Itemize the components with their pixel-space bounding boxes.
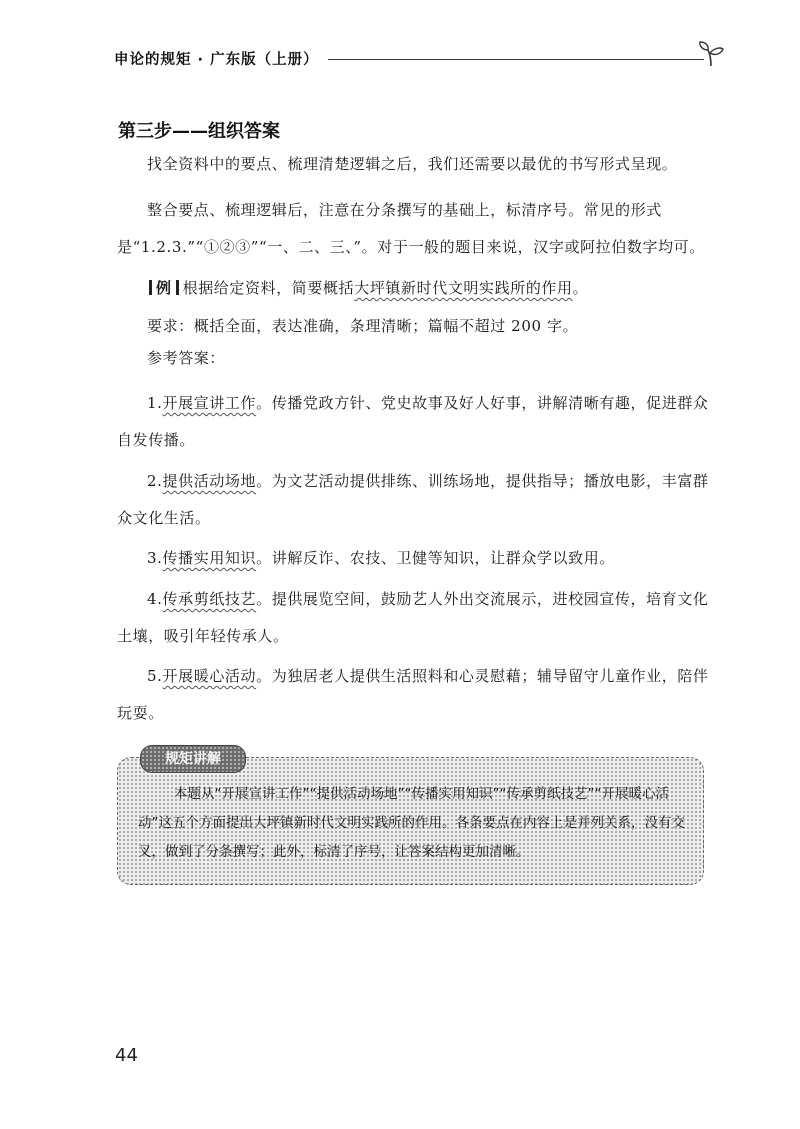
sprout-icon: [696, 40, 726, 68]
answer-number: 3.: [147, 549, 163, 567]
answer-number: 5.: [147, 667, 163, 685]
explanation-text: 本题从“开展宣讲工作”“提供活动场地”“传播实用知识”“传承剪纸技艺”“开展暖心活动”这五个方面提出大坪镇新时代文明实践所的作用。各条要点在内容上是并列关系，没有交叉，做到了分条撰写；此外，标清了序号，让答案结构更加清晰。: [138, 786, 685, 860]
page-number: 44: [115, 1045, 138, 1066]
answer-key: 传承剪纸技艺: [162, 590, 257, 608]
answer-detail: 。讲解反诈、农技、卫健等知识，让群众学以致用。: [256, 549, 615, 567]
answer-number: 1.: [147, 394, 163, 412]
bracket-bar-left: [149, 280, 152, 295]
answer-key: 传播实用知识: [162, 549, 257, 567]
answer-key: 提供活动场地: [162, 472, 257, 490]
bracket-bar-right: [176, 280, 179, 295]
question-key: 大坪镇新时代文明实践所的作用: [354, 279, 573, 297]
book-title: 申论的规矩 · 广东版（上册）: [114, 52, 319, 68]
section-title: 第三步——组织答案: [118, 121, 280, 142]
answer-detail: 。传播党政方针、党史故事及好人好事，讲解清晰有趣，促进群众自发传播。: [117, 394, 709, 449]
question-prefix: 根据给定资料，简要概括: [182, 279, 355, 297]
answer-detail: 。为独居老人提供生活照料和心灵慰藉；辅导留守儿童作业，陪伴玩耍。: [117, 667, 709, 722]
question-suffix: 。: [572, 279, 589, 297]
answer-detail: 。提供展览空间，鼓励艺人外出交流展示，进校园宣传，培育文化土壤，吸引年轻传承人。: [117, 590, 709, 645]
answer-item: [117, 581, 721, 655]
running-header: [114, 46, 714, 72]
answer-key: 开展暖心活动: [162, 667, 257, 685]
example-tag: 例: [156, 279, 172, 297]
answer-item: [117, 658, 721, 732]
answer-number: 2.: [147, 472, 163, 490]
answer-item: [117, 540, 721, 577]
header-divider: [328, 59, 704, 60]
answer-item: [117, 463, 721, 537]
answer-label: 参考答案：: [147, 349, 226, 367]
intro-paragraph-1: 找全资料中的要点、梳理清楚逻辑之后，我们还需要以最优的书写形式呈现。: [147, 155, 678, 173]
answer-detail: 。为文艺活动提供排练、训练场地，提供指导；播放电影，丰富群众文化生活。: [117, 472, 709, 527]
explanation-label: 规矩讲解: [140, 745, 246, 773]
requirement-text: 要求：概括全面，表达准确，条理清晰；篇幅不超过 200 字。: [147, 317, 579, 335]
answer-key: 开展宣讲工作: [162, 394, 257, 412]
intro-paragraph-2: 整合要点、梳理逻辑后，注意在分条撰写的基础上，标清序号。常见的形式是“1.2.3.”“①②③”“一、二、三、”。对于一般的题目来说，汉字或阿拉伯数字均可。: [117, 201, 705, 256]
example-question: [117, 270, 721, 307]
answer-number: 4.: [147, 590, 163, 608]
answer-item: [117, 385, 721, 459]
